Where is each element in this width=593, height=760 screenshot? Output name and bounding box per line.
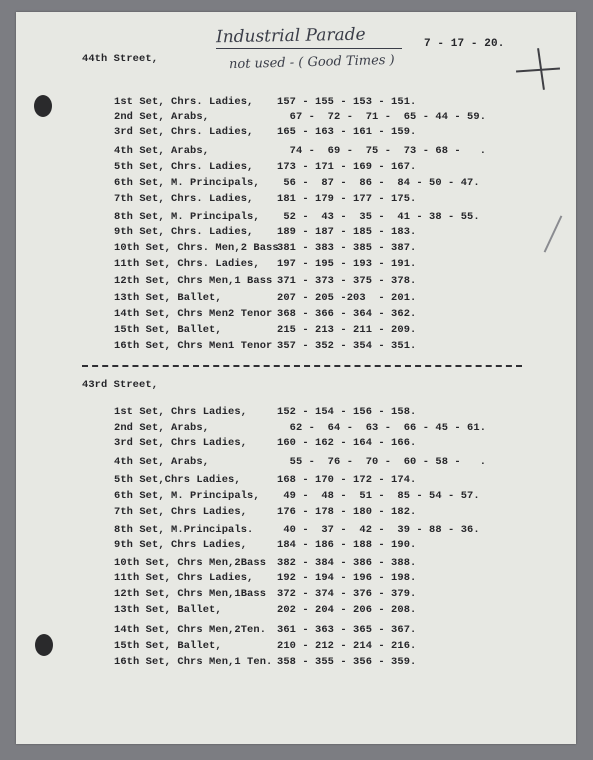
set-label: 10th Set, Chrs. Men,2 Bass	[114, 242, 279, 254]
set-numbers: 197 - 195 - 193 - 191.	[277, 258, 417, 270]
set-numbers: 74 - 69 - 75 - 73 - 68 - .	[277, 145, 487, 157]
set-numbers: 210 - 212 - 214 - 216.	[277, 640, 417, 652]
set-label: 15th Set, Ballet,	[114, 324, 222, 336]
set-numbers: 381 - 383 - 385 - 387.	[277, 242, 417, 254]
set-numbers: 168 - 170 - 172 - 174.	[277, 474, 417, 486]
set-label: 10th Set, Chrs Men,2Bass	[114, 557, 267, 569]
street-heading-44th: 44th Street,	[82, 53, 159, 65]
set-label: 1st Set, Chrs Ladies,	[114, 406, 248, 418]
set-numbers: 49 - 48 - 51 - 85 - 54 - 57.	[277, 490, 480, 502]
set-numbers: 371 - 373 - 375 - 378.	[277, 275, 417, 287]
set-numbers: 40 - 37 - 42 - 39 - 88 - 36.	[277, 524, 480, 536]
set-label: 3rd Set, Chrs Ladies,	[114, 437, 248, 449]
set-numbers: 176 - 178 - 180 - 182.	[277, 506, 417, 518]
set-label: 9th Set, Chrs. Ladies,	[114, 226, 254, 238]
set-numbers: 157 - 155 - 153 - 151.	[277, 96, 417, 108]
set-label: 8th Set, M.Principals.	[114, 524, 254, 536]
punch-hole-bottom	[35, 634, 53, 656]
set-label: 11th Set, Chrs Ladies,	[114, 572, 254, 584]
set-numbers: 358 - 355 - 356 - 359.	[277, 656, 417, 668]
set-numbers: 368 - 366 - 364 - 362.	[277, 308, 417, 320]
set-label: 5th Set, Chrs. Ladies,	[114, 161, 254, 173]
street-heading-43rd: 43rd Street,	[82, 379, 159, 391]
set-numbers: 192 - 194 - 196 - 198.	[277, 572, 417, 584]
set-label: 13th Set, Ballet,	[114, 292, 222, 304]
set-label: 7th Set, Chrs. Ladies,	[114, 193, 254, 205]
punch-hole-top	[34, 95, 52, 117]
handwritten-note: not used - ( Good Times )	[228, 52, 395, 73]
pencil-stroke	[544, 215, 563, 252]
set-label: 3rd Set, Chrs. Ladies,	[114, 126, 254, 138]
set-label: 2nd Set, Arabs,	[114, 422, 210, 434]
set-numbers: 67 - 72 - 71 - 65 - 44 - 59.	[277, 111, 487, 123]
set-numbers: 62 - 64 - 63 - 66 - 45 - 61.	[277, 422, 487, 434]
set-label: 12th Set, Chrs Men,1Bass	[114, 588, 267, 600]
title-underline	[216, 48, 402, 49]
set-numbers: 207 - 205 -203 - 201.	[277, 292, 417, 304]
set-label: 16th Set, Chrs Men1 Tenor	[114, 340, 273, 352]
set-label: 5th Set,Chrs Ladies,	[114, 474, 241, 486]
set-label: 14th Set, Chrs Men,2Ten.	[114, 624, 267, 636]
set-label: 12th Set, Chrs Men,1 Bass	[114, 275, 273, 287]
dashed-divider	[82, 365, 522, 367]
set-numbers: 181 - 179 - 177 - 175.	[277, 193, 417, 205]
set-label: 4th Set, Arabs,	[114, 145, 210, 157]
set-label: 7th Set, Chrs Ladies,	[114, 506, 248, 518]
set-numbers: 382 - 384 - 386 - 388.	[277, 557, 417, 569]
set-label: 1st Set, Chrs. Ladies,	[114, 96, 254, 108]
set-label: 16th Set, Chrs Men,1 Ten.	[114, 656, 273, 668]
set-numbers: 152 - 154 - 156 - 158.	[277, 406, 417, 418]
set-numbers: 202 - 204 - 206 - 208.	[277, 604, 417, 616]
set-numbers: 160 - 162 - 164 - 166.	[277, 437, 417, 449]
set-numbers: 55 - 76 - 70 - 60 - 58 - .	[277, 456, 487, 468]
set-numbers: 361 - 363 - 365 - 367.	[277, 624, 417, 636]
set-numbers: 52 - 43 - 35 - 41 - 38 - 55.	[277, 211, 480, 223]
set-label: 9th Set, Chrs Ladies,	[114, 539, 248, 551]
document-date: 7 - 17 - 20.	[424, 38, 505, 50]
set-numbers: 215 - 213 - 211 - 209.	[277, 324, 417, 336]
set-numbers: 189 - 187 - 185 - 183.	[277, 226, 417, 238]
set-label: 2nd Set, Arabs,	[114, 111, 210, 123]
set-numbers: 184 - 186 - 188 - 190.	[277, 539, 417, 551]
set-label: 6th Set, M. Principals,	[114, 490, 260, 502]
set-numbers: 173 - 171 - 169 - 167.	[277, 161, 417, 173]
set-label: 6th Set, M. Principals,	[114, 177, 260, 189]
set-label: 8th Set, M. Principals,	[114, 211, 260, 223]
set-label: 11th Set, Chrs. Ladies,	[114, 258, 260, 270]
set-numbers: 56 - 87 - 86 - 84 - 50 - 47.	[277, 177, 480, 189]
set-label: 13th Set, Ballet,	[114, 604, 222, 616]
set-numbers: 357 - 352 - 354 - 351.	[277, 340, 417, 352]
set-numbers: 165 - 163 - 161 - 159.	[277, 126, 417, 138]
set-numbers: 372 - 374 - 376 - 379.	[277, 588, 417, 600]
document-page	[16, 12, 576, 744]
set-label: 15th Set, Ballet,	[114, 640, 222, 652]
set-label: 14th Set, Chrs Men2 Tenor	[114, 308, 273, 320]
set-label: 4th Set, Arabs,	[114, 456, 210, 468]
handwritten-title: Industrial Parade	[215, 24, 366, 48]
